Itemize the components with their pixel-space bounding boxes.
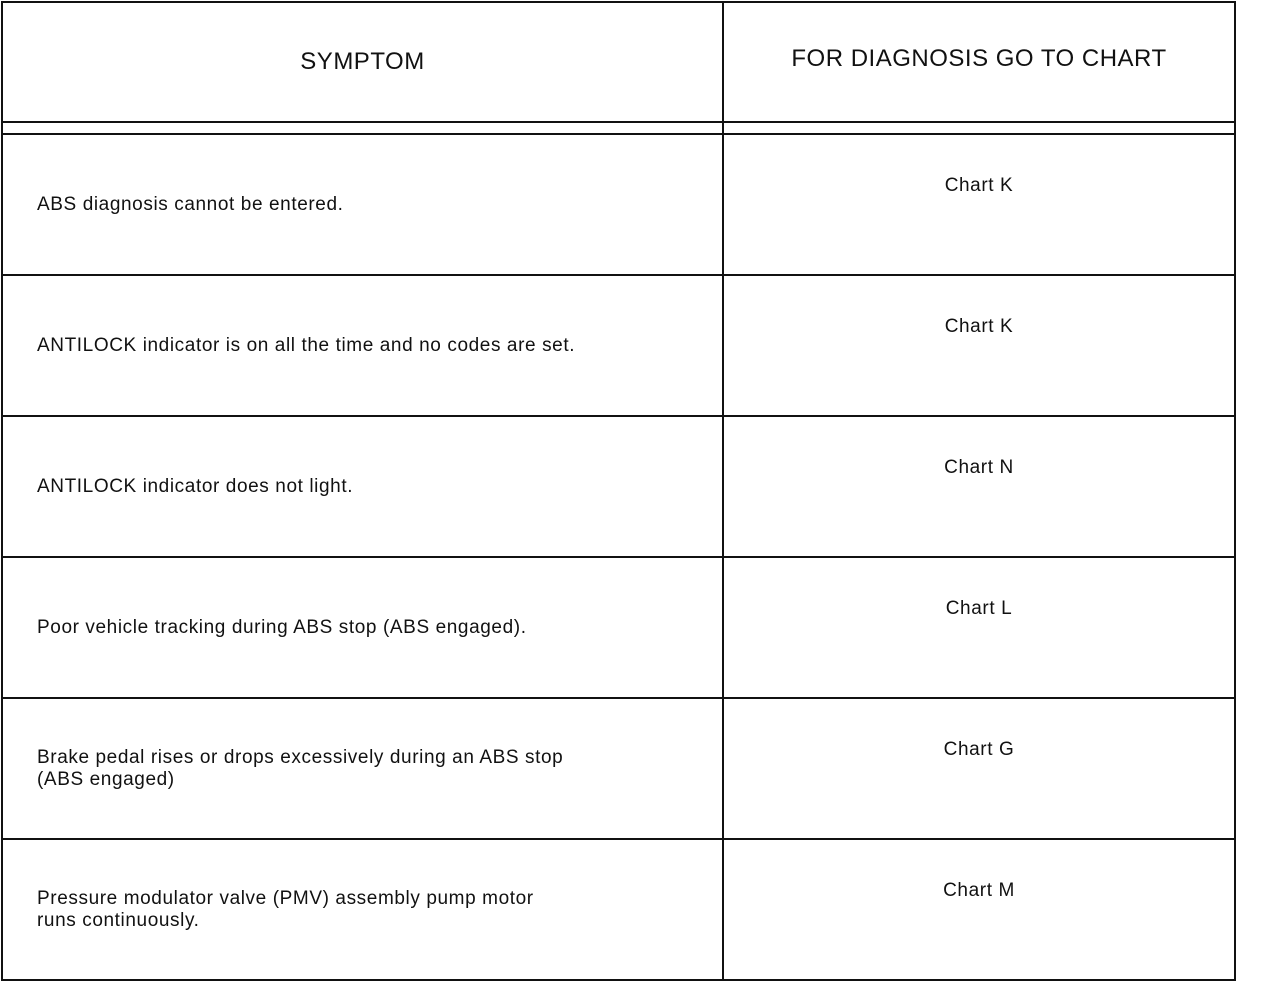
chart-reference-cell: Chart L <box>723 557 1235 698</box>
symptom-column-header: SYMPTOM <box>2 2 723 122</box>
symptom-text-line-1: Brake pedal rises or drops excessively during an ABS stop <box>37 746 564 768</box>
symptom-cell <box>2 557 723 698</box>
chart-column-header: FOR DIAGNOSIS GO TO CHART <box>723 2 1235 122</box>
header-divider-row <box>2 122 1235 134</box>
header-divider-cell <box>2 122 723 134</box>
symptom-cell <box>2 416 723 557</box>
chart-reference-cell: Chart N <box>723 416 1235 557</box>
symptom-text: ABS diagnosis cannot be entered. <box>37 193 344 215</box>
symptom-text: ANTILOCK indicator does not light. <box>37 475 354 497</box>
table-row <box>2 134 1235 275</box>
table-row <box>2 839 1235 980</box>
symptom-cell <box>2 275 723 416</box>
table-row <box>2 698 1235 839</box>
chart-reference-cell: Chart M <box>723 839 1235 980</box>
symptom-diagnosis-table <box>1 1 1236 981</box>
symptom-cell <box>2 698 723 839</box>
symptom-text-line-2: runs continuously. <box>37 909 200 931</box>
table-row <box>2 275 1235 416</box>
header-divider-cell <box>723 122 1235 134</box>
table-row <box>2 557 1235 698</box>
symptom-cell <box>2 839 723 980</box>
table-row <box>2 416 1235 557</box>
symptom-text-line-2: (ABS engaged) <box>37 768 175 790</box>
table-header-row <box>2 2 1235 122</box>
chart-reference-cell: Chart G <box>723 698 1235 839</box>
symptom-text: ANTILOCK indicator is on all the time and no codes are set. <box>37 334 576 356</box>
chart-reference-cell: Chart K <box>723 134 1235 275</box>
chart-reference-cell: Chart K <box>723 275 1235 416</box>
symptom-text-line-1: Pressure modulator valve (PMV) assembly pump motor <box>37 887 534 909</box>
symptom-cell <box>2 134 723 275</box>
symptom-text: Poor vehicle tracking during ABS stop (ABS engaged). <box>37 616 527 638</box>
